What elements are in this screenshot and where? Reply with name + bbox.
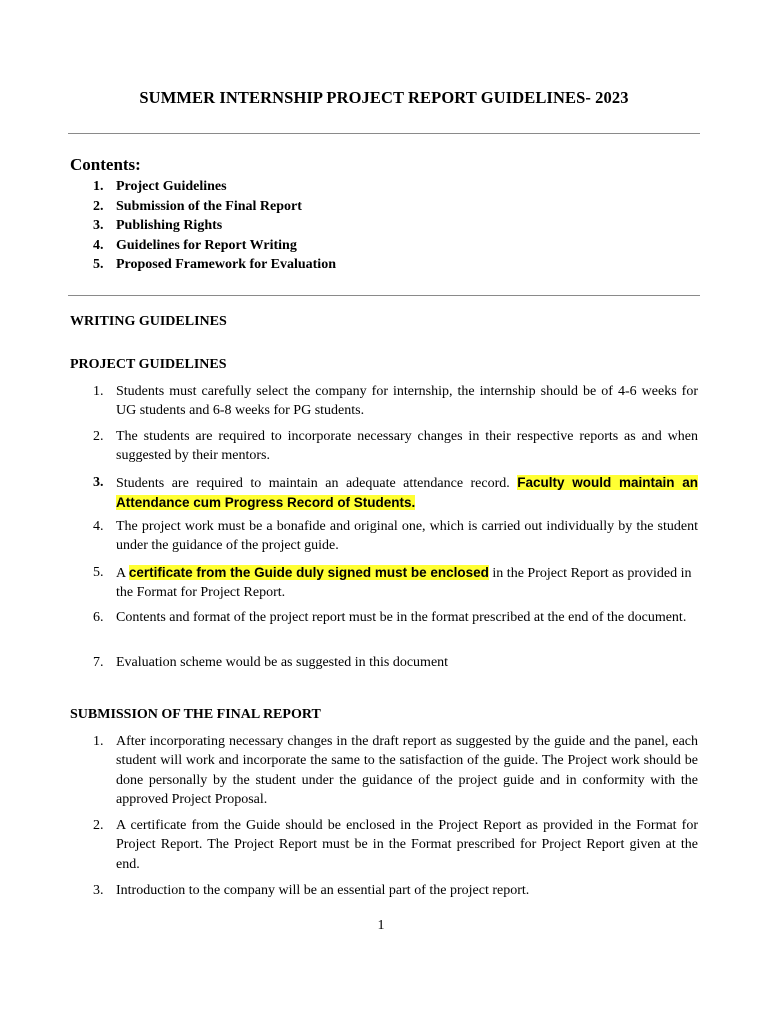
project-guideline-item	[93, 473, 698, 514]
item-text: A certificate from the Guide should be enclosed in the Project Report as provided in the Format for Project Report. The Project Report must be in the Format prescribed for Project Report given at the end.	[116, 818, 698, 872]
toc-item	[93, 216, 336, 236]
item-text	[116, 473, 698, 514]
item-number: 6.	[93, 610, 104, 625]
item-text: Evaluation scheme would be as suggested in this document	[116, 655, 449, 670]
toc-item-label: Guidelines for Report Writing	[116, 237, 297, 253]
submission-heading: SUBMISSION OF THE FINAL REPORT	[70, 707, 321, 722]
table-of-contents	[93, 177, 336, 275]
item-text: After incorporating necessary changes in the draft report as suggested by the guide and the panel, each student will work and incorporate the same to the satisfaction of the guide. The Project work should be done personally by the student under the guidance of the project guide and in conformity with the approved Project Proposal.	[116, 734, 698, 807]
project-guideline-item	[93, 382, 698, 421]
toc-item-number: 3.	[93, 218, 104, 233]
submission-item	[93, 732, 698, 809]
toc-item	[93, 177, 336, 197]
submission-item	[93, 816, 698, 874]
item-number: 1.	[93, 734, 104, 749]
page-number: 1	[377, 918, 385, 933]
item-number: 7.	[93, 655, 104, 670]
item-text: Students must carefully select the company for internship, the internship should be of 4-6 weeks for UG students and 6-8 weeks for PG students.	[116, 384, 698, 419]
contents-heading: Contents:	[70, 155, 141, 174]
toc-item-number: 4.	[93, 237, 104, 253]
item-number: 2.	[93, 429, 104, 444]
item-number: 1.	[93, 384, 104, 399]
item-text	[116, 563, 698, 603]
toc-item	[93, 197, 336, 217]
item-text-plain: Students are required to maintain an adequate attendance record.	[116, 476, 518, 491]
toc-item	[93, 255, 336, 275]
toc-item-number: 2.	[93, 198, 104, 214]
item-text: Introduction to the company will be an essential part of the project report.	[116, 883, 530, 898]
toc-item	[93, 236, 336, 256]
item-text: Contents and format of the project report must be in the format prescribed at the end of the document.	[116, 610, 687, 625]
highlighted-text: certificate from the Guide duly signed must be enclosed	[128, 565, 489, 580]
toc-item-number: 5.	[93, 257, 104, 272]
project-guideline-item	[93, 608, 698, 627]
project-guidelines-heading: PROJECT GUIDELINES	[70, 357, 227, 372]
item-number: 3.	[93, 475, 104, 490]
item-text: The project work must be a bonafide and original one, which is carried out individually by the student under the guidance of the project guide.	[116, 519, 698, 554]
document-title: SUMMER INTERNSHIP PROJECT REPORT GUIDELINES- 2023	[139, 88, 629, 107]
top-divider	[68, 133, 700, 134]
item-number: 4.	[93, 519, 104, 534]
toc-item-number: 1.	[93, 179, 104, 194]
toc-item-label: Proposed Framework for Evaluation	[116, 257, 336, 272]
item-text-plain: in the Project Report as provided in the Format for Project Report.	[116, 566, 692, 601]
item-number: 5.	[93, 565, 104, 580]
contents-divider	[68, 295, 700, 296]
item-text: The students are required to incorporate necessary changes in their respective reports as and when suggested by their mentors.	[116, 429, 698, 464]
project-guideline-item	[93, 653, 698, 672]
project-guideline-item	[93, 427, 698, 466]
toc-item-label: Project Guidelines	[116, 179, 227, 194]
project-guideline-item	[93, 563, 698, 603]
toc-item-label: Publishing Rights	[116, 218, 223, 233]
item-number: 2.	[93, 818, 104, 833]
highlighted-text: Faculty would maintain an Attendance cum Progress Record of Students.	[116, 475, 698, 511]
toc-item-label: Submission of the Final Report	[116, 198, 302, 214]
project-guideline-item	[93, 517, 698, 556]
item-text-plain: A	[116, 566, 129, 581]
item-number: 3.	[93, 883, 104, 898]
submission-item	[93, 881, 698, 900]
writing-guidelines-heading: WRITING GUIDELINES	[70, 314, 227, 329]
